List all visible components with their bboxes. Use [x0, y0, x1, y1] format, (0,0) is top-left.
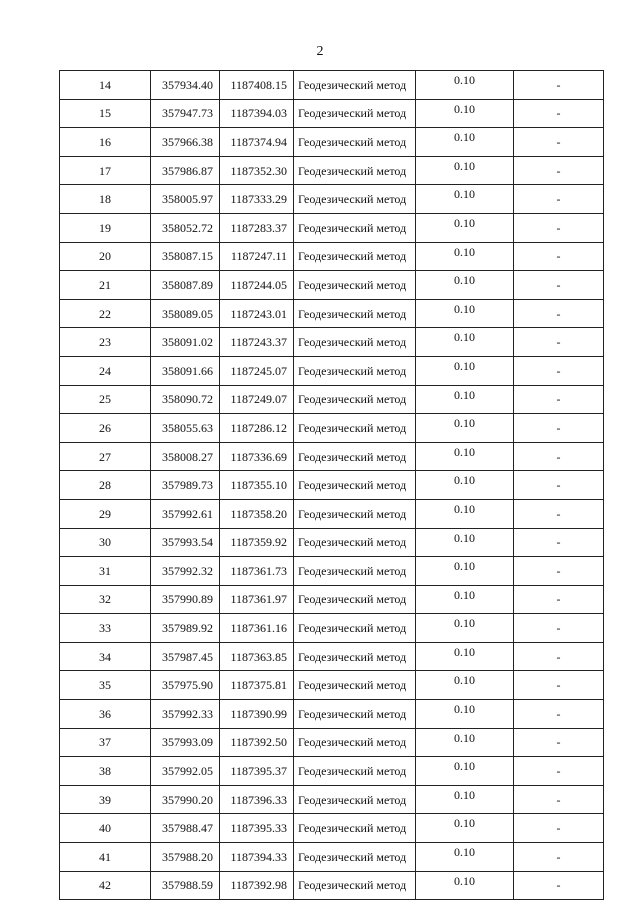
- accuracy-cell: 0.10: [416, 242, 514, 271]
- description-cell: -: [514, 728, 604, 757]
- x-coordinate-cell: 357934.40: [151, 71, 220, 100]
- table-row: [60, 328, 604, 357]
- accuracy-cell: 0.10: [416, 99, 514, 128]
- table-row: [60, 871, 604, 900]
- point-number-cell: 16: [60, 128, 151, 157]
- x-coordinate-cell: 358008.27: [151, 442, 220, 471]
- y-coordinate-cell: 1187395.33: [220, 814, 294, 843]
- accuracy-cell: 0.10: [416, 499, 514, 528]
- accuracy-cell: 0.10: [416, 271, 514, 300]
- method-cell: Геодезический метод: [294, 271, 416, 300]
- table-row: [60, 642, 604, 671]
- description-cell: -: [514, 499, 604, 528]
- description-cell: -: [514, 242, 604, 271]
- y-coordinate-cell: 1187245.07: [220, 356, 294, 385]
- point-number-cell: 30: [60, 528, 151, 557]
- accuracy-cell: 0.10: [416, 156, 514, 185]
- y-coordinate-cell: 1187361.16: [220, 614, 294, 643]
- table-row: [60, 242, 604, 271]
- x-coordinate-cell: 357988.47: [151, 814, 220, 843]
- y-coordinate-cell: 1187244.05: [220, 271, 294, 300]
- x-coordinate-cell: 357993.54: [151, 528, 220, 557]
- x-coordinate-cell: 358089.05: [151, 299, 220, 328]
- accuracy-cell: 0.10: [416, 356, 514, 385]
- accuracy-cell: 0.10: [416, 642, 514, 671]
- description-cell: -: [514, 471, 604, 500]
- point-number-cell: 40: [60, 814, 151, 843]
- y-coordinate-cell: 1187243.37: [220, 328, 294, 357]
- accuracy-cell: 0.10: [416, 71, 514, 100]
- description-cell: -: [514, 442, 604, 471]
- description-cell: -: [514, 356, 604, 385]
- x-coordinate-cell: 357990.89: [151, 585, 220, 614]
- description-cell: -: [514, 128, 604, 157]
- point-number-cell: 22: [60, 299, 151, 328]
- point-number-cell: 20: [60, 242, 151, 271]
- accuracy-cell: 0.10: [416, 757, 514, 786]
- x-coordinate-cell: 357990.20: [151, 785, 220, 814]
- description-cell: -: [514, 671, 604, 700]
- y-coordinate-cell: 1187374.94: [220, 128, 294, 157]
- y-coordinate-cell: 1187395.37: [220, 757, 294, 786]
- point-number-cell: 14: [60, 71, 151, 100]
- x-coordinate-cell: 358087.89: [151, 271, 220, 300]
- table-row: [60, 271, 604, 300]
- x-coordinate-cell: 357992.05: [151, 757, 220, 786]
- y-coordinate-cell: 1187355.10: [220, 471, 294, 500]
- method-cell: Геодезический метод: [294, 843, 416, 872]
- table-row: [60, 299, 604, 328]
- x-coordinate-cell: 357988.59: [151, 871, 220, 900]
- method-cell: Геодезический метод: [294, 128, 416, 157]
- point-number-cell: 39: [60, 785, 151, 814]
- x-coordinate-cell: 357992.33: [151, 700, 220, 729]
- y-coordinate-cell: 1187392.98: [220, 871, 294, 900]
- table-row: [60, 785, 604, 814]
- table-row: [60, 128, 604, 157]
- method-cell: Геодезический метод: [294, 585, 416, 614]
- point-number-cell: 34: [60, 642, 151, 671]
- accuracy-cell: 0.10: [416, 471, 514, 500]
- accuracy-cell: 0.10: [416, 671, 514, 700]
- table-row: [60, 71, 604, 100]
- method-cell: Геодезический метод: [294, 757, 416, 786]
- accuracy-cell: 0.10: [416, 814, 514, 843]
- point-number-cell: 26: [60, 414, 151, 443]
- x-coordinate-cell: 358055.63: [151, 414, 220, 443]
- method-cell: Геодезический метод: [294, 471, 416, 500]
- point-number-cell: 18: [60, 185, 151, 214]
- x-coordinate-cell: 357966.38: [151, 128, 220, 157]
- y-coordinate-cell: 1187375.81: [220, 671, 294, 700]
- method-cell: Геодезический метод: [294, 213, 416, 242]
- y-coordinate-cell: 1187394.03: [220, 99, 294, 128]
- point-number-cell: 29: [60, 499, 151, 528]
- point-number-cell: 35: [60, 671, 151, 700]
- x-coordinate-cell: 357992.61: [151, 499, 220, 528]
- accuracy-cell: 0.10: [416, 614, 514, 643]
- accuracy-cell: 0.10: [416, 557, 514, 586]
- point-number-cell: 21: [60, 271, 151, 300]
- method-cell: Геодезический метод: [294, 785, 416, 814]
- table-row: [60, 528, 604, 557]
- x-coordinate-cell: 357988.20: [151, 843, 220, 872]
- accuracy-cell: 0.10: [416, 785, 514, 814]
- point-number-cell: 17: [60, 156, 151, 185]
- table-row: [60, 757, 604, 786]
- description-cell: -: [514, 299, 604, 328]
- description-cell: -: [514, 871, 604, 900]
- table-row: [60, 614, 604, 643]
- description-cell: -: [514, 814, 604, 843]
- method-cell: Геодезический метод: [294, 156, 416, 185]
- description-cell: -: [514, 385, 604, 414]
- method-cell: Геодезический метод: [294, 814, 416, 843]
- method-cell: Геодезический метод: [294, 557, 416, 586]
- accuracy-cell: 0.10: [416, 328, 514, 357]
- table-row: [60, 213, 604, 242]
- table-row: [60, 728, 604, 757]
- accuracy-cell: 0.10: [416, 442, 514, 471]
- method-cell: Геодезический метод: [294, 356, 416, 385]
- method-cell: Геодезический метод: [294, 71, 416, 100]
- accuracy-cell: 0.10: [416, 700, 514, 729]
- accuracy-cell: 0.10: [416, 871, 514, 900]
- y-coordinate-cell: 1187390.99: [220, 700, 294, 729]
- method-cell: Геодезический метод: [294, 242, 416, 271]
- method-cell: Геодезический метод: [294, 614, 416, 643]
- table-row: [60, 442, 604, 471]
- description-cell: -: [514, 414, 604, 443]
- point-number-cell: 33: [60, 614, 151, 643]
- y-coordinate-cell: 1187333.29: [220, 185, 294, 214]
- description-cell: -: [514, 757, 604, 786]
- table-row: [60, 156, 604, 185]
- table-row: [60, 843, 604, 872]
- point-number-cell: 24: [60, 356, 151, 385]
- accuracy-cell: 0.10: [416, 728, 514, 757]
- method-cell: Геодезический метод: [294, 728, 416, 757]
- description-cell: -: [514, 585, 604, 614]
- description-cell: -: [514, 271, 604, 300]
- table-row: [60, 356, 604, 385]
- x-coordinate-cell: 357993.09: [151, 728, 220, 757]
- x-coordinate-cell: 357989.73: [151, 471, 220, 500]
- y-coordinate-cell: 1187247.11: [220, 242, 294, 271]
- point-number-cell: 23: [60, 328, 151, 357]
- x-coordinate-cell: 357987.45: [151, 642, 220, 671]
- table-row: [60, 185, 604, 214]
- y-coordinate-cell: 1187361.73: [220, 557, 294, 586]
- y-coordinate-cell: 1187286.12: [220, 414, 294, 443]
- description-cell: -: [514, 700, 604, 729]
- x-coordinate-cell: 358052.72: [151, 213, 220, 242]
- accuracy-cell: 0.10: [416, 185, 514, 214]
- description-cell: -: [514, 843, 604, 872]
- coordinates-table: [59, 70, 604, 900]
- x-coordinate-cell: 357986.87: [151, 156, 220, 185]
- x-coordinate-cell: 357947.73: [151, 99, 220, 128]
- table-row: [60, 814, 604, 843]
- method-cell: Геодезический метод: [294, 871, 416, 900]
- x-coordinate-cell: 357992.32: [151, 557, 220, 586]
- point-number-cell: 15: [60, 99, 151, 128]
- accuracy-cell: 0.10: [416, 585, 514, 614]
- y-coordinate-cell: 1187394.33: [220, 843, 294, 872]
- description-cell: -: [514, 785, 604, 814]
- method-cell: Геодезический метод: [294, 700, 416, 729]
- y-coordinate-cell: 1187283.37: [220, 213, 294, 242]
- y-coordinate-cell: 1187363.85: [220, 642, 294, 671]
- description-cell: -: [514, 528, 604, 557]
- x-coordinate-cell: 358087.15: [151, 242, 220, 271]
- x-coordinate-cell: 358091.66: [151, 356, 220, 385]
- coordinates-table-body: [60, 71, 604, 900]
- table-row: [60, 700, 604, 729]
- x-coordinate-cell: 358090.72: [151, 385, 220, 414]
- table-row: [60, 671, 604, 700]
- description-cell: -: [514, 557, 604, 586]
- method-cell: Геодезический метод: [294, 99, 416, 128]
- description-cell: -: [514, 99, 604, 128]
- description-cell: -: [514, 328, 604, 357]
- table-row: [60, 499, 604, 528]
- description-cell: -: [514, 71, 604, 100]
- page-number: 2: [316, 44, 324, 59]
- method-cell: Геодезический метод: [294, 385, 416, 414]
- y-coordinate-cell: 1187408.15: [220, 71, 294, 100]
- method-cell: Геодезический метод: [294, 299, 416, 328]
- y-coordinate-cell: 1187359.92: [220, 528, 294, 557]
- description-cell: -: [514, 213, 604, 242]
- y-coordinate-cell: 1187336.69: [220, 442, 294, 471]
- accuracy-cell: 0.10: [416, 385, 514, 414]
- y-coordinate-cell: 1187352.30: [220, 156, 294, 185]
- description-cell: -: [514, 185, 604, 214]
- accuracy-cell: 0.10: [416, 299, 514, 328]
- accuracy-cell: 0.10: [416, 414, 514, 443]
- point-number-cell: 42: [60, 871, 151, 900]
- y-coordinate-cell: 1187361.97: [220, 585, 294, 614]
- method-cell: Геодезический метод: [294, 528, 416, 557]
- x-coordinate-cell: 357975.90: [151, 671, 220, 700]
- point-number-cell: 25: [60, 385, 151, 414]
- y-coordinate-cell: 1187358.20: [220, 499, 294, 528]
- method-cell: Геодезический метод: [294, 414, 416, 443]
- accuracy-cell: 0.10: [416, 213, 514, 242]
- x-coordinate-cell: 358005.97: [151, 185, 220, 214]
- point-number-cell: 36: [60, 700, 151, 729]
- y-coordinate-cell: 1187396.33: [220, 785, 294, 814]
- method-cell: Геодезический метод: [294, 642, 416, 671]
- table-row: [60, 471, 604, 500]
- description-cell: -: [514, 642, 604, 671]
- method-cell: Геодезический метод: [294, 328, 416, 357]
- table-row: [60, 99, 604, 128]
- point-number-cell: 28: [60, 471, 151, 500]
- y-coordinate-cell: 1187249.07: [220, 385, 294, 414]
- table-row: [60, 385, 604, 414]
- method-cell: Геодезический метод: [294, 185, 416, 214]
- x-coordinate-cell: 357989.92: [151, 614, 220, 643]
- accuracy-cell: 0.10: [416, 843, 514, 872]
- table-row: [60, 585, 604, 614]
- point-number-cell: 31: [60, 557, 151, 586]
- method-cell: Геодезический метод: [294, 499, 416, 528]
- y-coordinate-cell: 1187392.50: [220, 728, 294, 757]
- point-number-cell: 38: [60, 757, 151, 786]
- table-row: [60, 414, 604, 443]
- table-row: [60, 557, 604, 586]
- y-coordinate-cell: 1187243.01: [220, 299, 294, 328]
- point-number-cell: 37: [60, 728, 151, 757]
- point-number-cell: 27: [60, 442, 151, 471]
- description-cell: -: [514, 156, 604, 185]
- accuracy-cell: 0.10: [416, 128, 514, 157]
- point-number-cell: 32: [60, 585, 151, 614]
- point-number-cell: 41: [60, 843, 151, 872]
- description-cell: -: [514, 614, 604, 643]
- x-coordinate-cell: 358091.02: [151, 328, 220, 357]
- method-cell: Геодезический метод: [294, 671, 416, 700]
- accuracy-cell: 0.10: [416, 528, 514, 557]
- point-number-cell: 19: [60, 213, 151, 242]
- method-cell: Геодезический метод: [294, 442, 416, 471]
